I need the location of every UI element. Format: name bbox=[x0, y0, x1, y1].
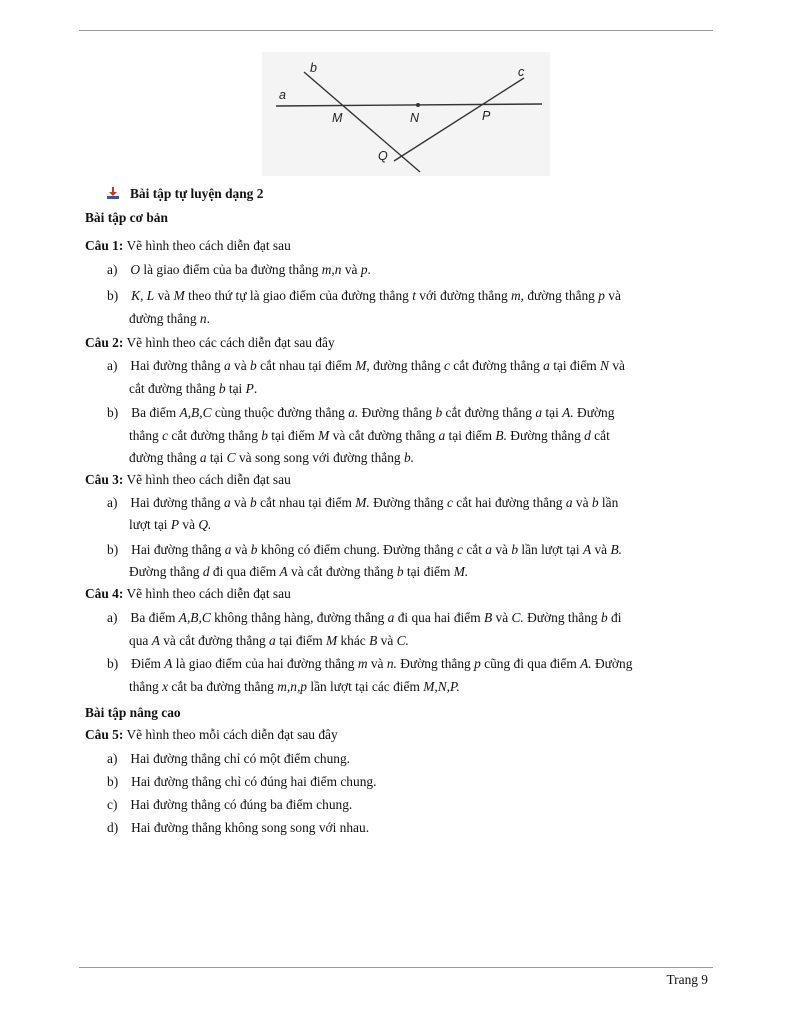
q2-item-b-line3 bbox=[129, 450, 792, 466]
q4-a-marker: a) bbox=[107, 610, 118, 625]
var: M bbox=[325, 633, 338, 648]
var: A bbox=[279, 564, 288, 579]
var: N bbox=[600, 358, 609, 373]
text: tại bbox=[206, 450, 227, 465]
q5-marker: c) bbox=[107, 797, 118, 812]
text: không có điểm chung. Đường thẳng bbox=[257, 542, 458, 557]
var: m bbox=[510, 288, 521, 303]
text: Hai đường thẳng bbox=[130, 495, 224, 510]
text: , đường thẳng bbox=[520, 288, 599, 303]
section-title: Bài tập tự luyện dạng 2 bbox=[130, 186, 264, 201]
q1-item-b-line2: đường thẳng n. bbox=[129, 311, 210, 326]
var: b bbox=[250, 358, 257, 373]
var: b bbox=[396, 564, 404, 579]
text: và bbox=[230, 358, 251, 373]
text: Đường thẳng bbox=[396, 656, 475, 671]
point-n-dot bbox=[416, 103, 420, 107]
text: Đường bbox=[573, 405, 615, 420]
text: và bbox=[492, 610, 512, 625]
q4-b-marker: b) bbox=[107, 656, 119, 671]
text: và song song với đường thẳng bbox=[235, 450, 404, 465]
text: theo thứ tự là giao điểm của đường thẳng bbox=[184, 288, 413, 303]
text: và bbox=[491, 542, 512, 557]
var: b bbox=[250, 495, 257, 510]
q5-header bbox=[85, 727, 792, 743]
var: P bbox=[170, 517, 180, 532]
var: B. bbox=[610, 542, 623, 557]
var: C. bbox=[396, 633, 409, 648]
text: không thẳng hàng, đường thẳng bbox=[210, 610, 388, 625]
var: p bbox=[598, 288, 605, 303]
var: A. bbox=[580, 656, 592, 671]
var: a bbox=[565, 495, 573, 510]
var: b bbox=[250, 542, 258, 557]
text: cắt đường thẳng bbox=[129, 381, 219, 396]
var: a bbox=[269, 633, 276, 648]
var: b bbox=[261, 428, 268, 443]
q2-prompt: Vẽ hình theo các cách diễn đạt sau đây bbox=[126, 335, 335, 350]
text: và bbox=[231, 542, 251, 557]
header-rule bbox=[79, 30, 713, 31]
label-q: Q bbox=[378, 149, 388, 163]
text: Đường bbox=[591, 656, 633, 671]
var: P bbox=[245, 381, 254, 396]
text: cắt đường thẳng bbox=[449, 358, 544, 373]
var: b. bbox=[403, 450, 414, 465]
q3-item-b-line2 bbox=[129, 564, 792, 580]
q1-a-marker: a) bbox=[107, 262, 118, 277]
var: n bbox=[199, 311, 207, 326]
text: là giao điểm của hai đường thẳng bbox=[172, 656, 358, 671]
q5-item-a bbox=[107, 751, 792, 767]
var: b bbox=[435, 405, 443, 420]
text: cũng đi qua điểm bbox=[480, 656, 581, 671]
text: tại điểm bbox=[403, 564, 454, 579]
label-a: a bbox=[279, 88, 286, 102]
q5-marker: d) bbox=[107, 820, 119, 835]
var: M,N,P. bbox=[423, 679, 460, 694]
var: d bbox=[584, 428, 591, 443]
var: a bbox=[199, 450, 207, 465]
text: tại điểm bbox=[549, 358, 601, 373]
page-number: Trang 9 bbox=[666, 972, 708, 987]
var: K bbox=[131, 288, 141, 303]
text: thẳng bbox=[129, 428, 163, 443]
figure-background bbox=[262, 52, 550, 176]
q2-b-marker: b) bbox=[107, 405, 119, 420]
label-c: c bbox=[518, 65, 525, 79]
label-n: N bbox=[410, 111, 420, 125]
text: đi qua điểm bbox=[209, 564, 280, 579]
text: lần bbox=[598, 495, 619, 510]
var: c bbox=[457, 542, 463, 557]
var: n. bbox=[386, 656, 397, 671]
q5-text: Hai đường thẳng chỉ có một điểm chung. bbox=[130, 751, 351, 766]
q5-prompt: Vẽ hình theo mỗi cách diễn đạt sau đây bbox=[126, 727, 338, 742]
var: L bbox=[146, 288, 155, 303]
var: M bbox=[355, 358, 367, 373]
text: tại điểm bbox=[267, 428, 319, 443]
text: và bbox=[591, 542, 611, 557]
var: b bbox=[600, 610, 608, 625]
var: p bbox=[474, 656, 481, 671]
var: a bbox=[387, 610, 395, 625]
basic-heading: Bài tập cơ bản bbox=[85, 210, 168, 225]
text: đường thẳng bbox=[129, 311, 200, 326]
var: a bbox=[543, 358, 550, 373]
q2-header bbox=[85, 335, 792, 351]
text: thẳng bbox=[129, 679, 163, 694]
geometry-figure bbox=[262, 52, 550, 176]
var: m bbox=[321, 262, 332, 277]
var: c bbox=[446, 495, 453, 510]
text: cắt hai đường thẳng bbox=[452, 495, 566, 510]
var: m bbox=[357, 656, 368, 671]
text: cùng thuộc đường thẳng bbox=[211, 405, 349, 420]
text: khác bbox=[337, 633, 370, 648]
text: lượt tại bbox=[129, 517, 171, 532]
var: A. bbox=[562, 405, 574, 420]
q5-text: Hai đường thẳng chỉ có đúng hai điểm chung. bbox=[131, 774, 377, 789]
text: và bbox=[572, 495, 592, 510]
var: a bbox=[224, 542, 232, 557]
text: cắt ba đường thẳng bbox=[168, 679, 278, 694]
q1-b-marker: b) bbox=[107, 288, 119, 303]
q5-text: Hai đường thẳng có đúng ba điểm chung. bbox=[130, 797, 353, 812]
text: và cắt đường thẳng bbox=[287, 564, 397, 579]
label-p: P bbox=[482, 109, 491, 123]
var: B bbox=[369, 633, 378, 648]
var: O bbox=[130, 262, 141, 277]
text: lần lượt tại các điểm bbox=[307, 679, 424, 694]
q3-header bbox=[85, 472, 792, 488]
q3-item-a-line2 bbox=[129, 517, 792, 533]
var: C bbox=[226, 450, 236, 465]
text: cắt đường thẳng bbox=[168, 428, 262, 443]
var: m,n,p bbox=[277, 679, 307, 694]
q4-header bbox=[85, 586, 792, 602]
var: d bbox=[202, 564, 210, 579]
var: n bbox=[334, 262, 342, 277]
q5-item-b bbox=[107, 774, 792, 790]
text: Đường thẳng bbox=[358, 405, 436, 420]
q2-item-b-line1 bbox=[107, 405, 792, 421]
var: B. bbox=[495, 428, 507, 443]
q2-item-a-line1 bbox=[107, 358, 792, 374]
text: và bbox=[367, 656, 387, 671]
var: M bbox=[318, 428, 330, 443]
var: t bbox=[412, 288, 416, 303]
q5-text: Hai đường thẳng không song song với nhau. bbox=[131, 820, 370, 835]
text: và bbox=[154, 288, 174, 303]
var: a bbox=[535, 405, 543, 420]
text: cắt bbox=[590, 428, 610, 443]
var: b bbox=[511, 542, 519, 557]
footer-rule bbox=[79, 967, 713, 968]
var: M. bbox=[355, 495, 370, 510]
text: qua bbox=[129, 633, 152, 648]
text: và bbox=[608, 358, 625, 373]
q4-prompt: Vẽ hình theo cách diễn đạt sau bbox=[126, 586, 291, 601]
text: và bbox=[377, 633, 397, 648]
text: lần lượt tại bbox=[518, 542, 583, 557]
var: A,B,C bbox=[179, 405, 212, 420]
q3-a-marker: a) bbox=[107, 495, 118, 510]
q3-prompt: Vẽ hình theo cách diễn đạt sau bbox=[126, 472, 291, 487]
var: A bbox=[151, 633, 160, 648]
q1-item-a: a) O là giao điểm của ba đường thẳng m,n và p. bbox=[107, 262, 371, 277]
text: là giao điểm của ba đường thẳng bbox=[140, 262, 322, 277]
text: Đường thẳng bbox=[129, 564, 203, 579]
text: tại bbox=[225, 381, 246, 396]
var: x bbox=[162, 679, 169, 694]
q5-marker: a) bbox=[107, 751, 118, 766]
q5-label: Câu 5: bbox=[85, 727, 124, 742]
var: a bbox=[223, 358, 231, 373]
text: cắt đường thẳng bbox=[442, 405, 536, 420]
q1-header bbox=[85, 238, 792, 254]
var: c bbox=[444, 358, 450, 373]
q3-item-b-line1 bbox=[107, 542, 792, 558]
text: và cắt đường thẳng bbox=[329, 428, 439, 443]
q1-item-b-line1: b) K, L và M theo thứ tự là giao điểm của đường thẳng t với đường thẳng m, đường thẳng p và bbox=[107, 288, 621, 303]
q1-label: Câu 1: bbox=[85, 238, 124, 253]
q4-item-b-line1 bbox=[107, 656, 792, 672]
var: a bbox=[438, 428, 446, 443]
var: B bbox=[483, 610, 493, 625]
text: , đường thẳng bbox=[366, 358, 444, 373]
text: đường thẳng bbox=[129, 450, 200, 465]
text: và bbox=[230, 495, 251, 510]
q5-item-d bbox=[107, 820, 792, 836]
var: a bbox=[485, 542, 492, 557]
q4-item-b-line2 bbox=[129, 679, 792, 695]
text: Đường thẳng bbox=[523, 610, 601, 625]
text: đi qua hai điểm bbox=[394, 610, 484, 625]
text: tại bbox=[542, 405, 563, 420]
text: Hai đường thẳng bbox=[130, 358, 224, 373]
var: a. bbox=[348, 405, 359, 420]
q3-item-a-line1 bbox=[107, 495, 792, 511]
text: tại điểm bbox=[445, 428, 496, 443]
label-m: M bbox=[332, 111, 343, 125]
var: C. bbox=[511, 610, 524, 625]
text: cắt nhau tại điểm bbox=[256, 495, 356, 510]
q2-item-b-line2 bbox=[129, 428, 792, 444]
var: a bbox=[223, 495, 231, 510]
text: Đường thẳng bbox=[506, 428, 585, 443]
var: p bbox=[360, 262, 368, 277]
section-bullet-icon bbox=[106, 186, 120, 200]
q2-a-marker: a) bbox=[107, 358, 118, 373]
text: Ba điểm bbox=[131, 405, 180, 420]
text: cắt nhau tại điểm bbox=[256, 358, 356, 373]
q1-prompt: Vẽ hình theo cách diễn đạt sau bbox=[126, 238, 291, 253]
q4-item-a-line2 bbox=[129, 633, 792, 649]
text: và bbox=[179, 517, 199, 532]
var: M bbox=[173, 288, 185, 303]
label-b: b bbox=[310, 61, 317, 75]
var: c bbox=[162, 428, 169, 443]
var: A bbox=[582, 542, 592, 557]
text: Điểm bbox=[131, 656, 165, 671]
var: b bbox=[591, 495, 599, 510]
q4-label: Câu 4: bbox=[85, 586, 124, 601]
q2-item-a-line2: cắt đường thẳng b tại P. bbox=[129, 381, 258, 396]
text: cắt bbox=[462, 542, 486, 557]
text: Hai đường thẳng bbox=[131, 542, 225, 557]
text: và bbox=[604, 288, 621, 303]
var: b bbox=[218, 381, 226, 396]
text: và bbox=[341, 262, 361, 277]
text: với đường thẳng bbox=[415, 288, 511, 303]
q2-label: Câu 2: bbox=[85, 335, 124, 350]
var: A,B,C bbox=[178, 610, 211, 625]
var: M. bbox=[453, 564, 469, 579]
text: tại điểm bbox=[275, 633, 326, 648]
text: Ba điểm bbox=[130, 610, 179, 625]
var: A bbox=[164, 656, 173, 671]
text: đi bbox=[607, 610, 622, 625]
q4-item-a-line1 bbox=[107, 610, 792, 626]
q3-label: Câu 3: bbox=[85, 472, 124, 487]
q5-item-c bbox=[107, 797, 792, 813]
q5-marker: b) bbox=[107, 774, 119, 789]
q3-b-marker: b) bbox=[107, 542, 119, 557]
advanced-heading: Bài tập nâng cao bbox=[85, 705, 181, 720]
text: và cắt đường thẳng bbox=[159, 633, 270, 648]
text: Đường thẳng bbox=[369, 495, 447, 510]
var: Q. bbox=[198, 517, 212, 532]
